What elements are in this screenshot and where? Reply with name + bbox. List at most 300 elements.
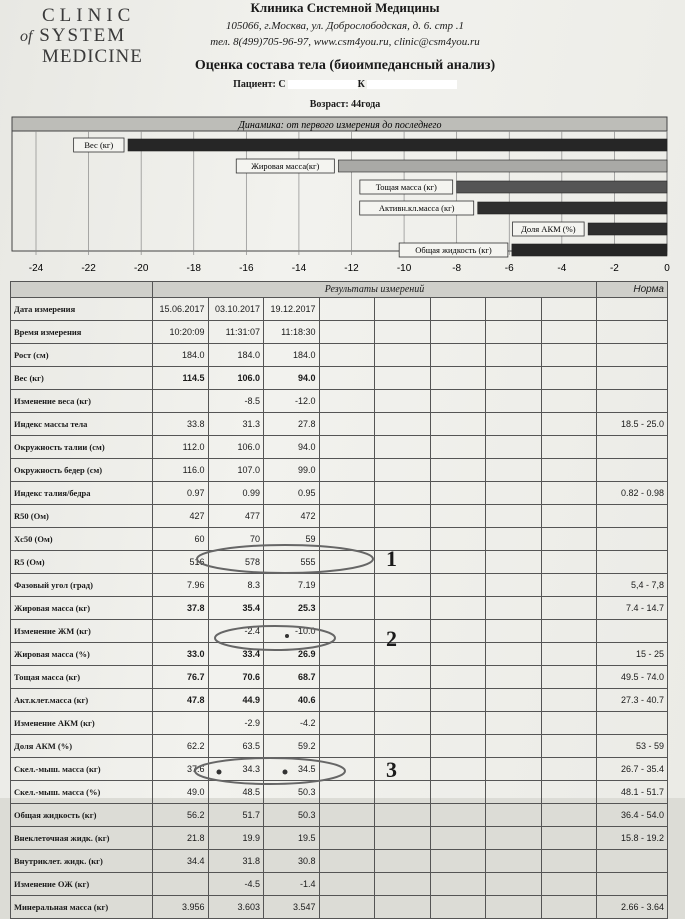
empty-cell	[430, 896, 486, 919]
empty-cell	[430, 643, 486, 666]
empty-cell	[486, 896, 542, 919]
empty-cell	[430, 505, 486, 528]
empty-cell	[319, 758, 375, 781]
empty-cell	[430, 298, 486, 321]
table-row	[11, 758, 668, 781]
empty-cell	[541, 321, 597, 344]
row-value: 63.5	[208, 735, 264, 758]
empty-cell	[541, 413, 597, 436]
annotation-3: 3	[386, 757, 397, 782]
row-value: 50.3	[264, 781, 320, 804]
table-row	[11, 735, 668, 758]
empty-cell	[541, 551, 597, 574]
row-value: 51.7	[208, 804, 264, 827]
row-norm: 15 - 25	[597, 643, 668, 666]
row-value: 03.10.2017	[208, 298, 264, 321]
row-label: R5 (Ом)	[11, 551, 153, 574]
row-value: 27.8	[264, 413, 320, 436]
dynamics-bar-label: Тощая масса (кг)	[375, 182, 437, 192]
empty-cell	[319, 666, 375, 689]
row-value: 33.0	[153, 643, 209, 666]
axis-tick-label: -18	[186, 263, 201, 274]
dynamics-bar-label: Активн.кл.масса (кг)	[378, 203, 455, 213]
empty-cell	[486, 505, 542, 528]
empty-cell	[375, 367, 431, 390]
row-label: Изменение ЖМ (кг)	[11, 620, 153, 643]
row-value: -2.9	[208, 712, 264, 735]
header-empty-cell	[11, 282, 153, 298]
row-norm	[597, 298, 668, 321]
row-value: 50.3	[264, 804, 320, 827]
empty-cell	[430, 321, 486, 344]
dynamics-title: Динамика: от первого измерения до последнего	[238, 120, 442, 131]
empty-cell	[375, 459, 431, 482]
empty-cell	[319, 643, 375, 666]
row-norm: 7.4 - 14.7	[597, 597, 668, 620]
axis-tick-label: -8	[452, 263, 462, 274]
empty-cell	[319, 482, 375, 505]
empty-cell	[319, 321, 375, 344]
empty-cell	[486, 804, 542, 827]
row-value: 99.0	[264, 459, 320, 482]
row-value: 11:18:30	[264, 321, 320, 344]
row-value: 516	[153, 551, 209, 574]
row-norm: 48.1 - 51.7	[597, 781, 668, 804]
row-value: -10.0	[264, 620, 320, 643]
row-norm	[597, 367, 668, 390]
row-label: Время измерения	[11, 321, 153, 344]
empty-cell	[541, 896, 597, 919]
empty-cell	[430, 827, 486, 850]
table-row	[11, 597, 668, 620]
table-row	[11, 298, 668, 321]
row-norm	[597, 712, 668, 735]
row-value: 578	[208, 551, 264, 574]
empty-cell	[319, 620, 375, 643]
row-value: 60	[153, 528, 209, 551]
row-value: 107.0	[208, 459, 264, 482]
empty-cell	[486, 298, 542, 321]
row-value: 15.06.2017	[153, 298, 209, 321]
table-row	[11, 850, 668, 873]
empty-cell	[486, 850, 542, 873]
empty-cell	[541, 390, 597, 413]
row-value: 472	[264, 505, 320, 528]
empty-cell	[319, 298, 375, 321]
row-label: Жировая масса (%)	[11, 643, 153, 666]
row-label: Акт.клет.масса (кг)	[11, 689, 153, 712]
redacted-name-1	[288, 80, 358, 89]
empty-cell	[319, 390, 375, 413]
table-row	[11, 436, 668, 459]
empty-cell	[430, 712, 486, 735]
empty-cell	[486, 344, 542, 367]
row-value: 59	[264, 528, 320, 551]
results-table	[10, 281, 668, 919]
row-value: 0.99	[208, 482, 264, 505]
row-value: 114.5	[153, 367, 209, 390]
empty-cell	[486, 643, 542, 666]
table-row	[11, 390, 668, 413]
row-value: 26.9	[264, 643, 320, 666]
empty-cell	[486, 827, 542, 850]
row-value: 31.3	[208, 413, 264, 436]
empty-cell	[319, 827, 375, 850]
row-label: Внутриклет. жидк. (кг)	[11, 850, 153, 873]
row-value: 44.9	[208, 689, 264, 712]
logo-line-system	[20, 26, 140, 47]
clinic-contacts: тел. 8(499)705-96-97, www.csm4you.ru, clinic@csm4you.ru	[210, 36, 480, 48]
empty-cell	[319, 367, 375, 390]
empty-cell	[375, 298, 431, 321]
empty-cell	[486, 413, 542, 436]
row-norm: 18.5 - 25.0	[597, 413, 668, 436]
row-value: 184.0	[153, 344, 209, 367]
row-value: 56.2	[153, 804, 209, 827]
row-norm	[597, 436, 668, 459]
empty-cell	[486, 436, 542, 459]
dynamics-bar	[128, 139, 667, 151]
row-label: Индекс массы тела	[11, 413, 153, 436]
row-value: 94.0	[264, 367, 320, 390]
empty-cell	[375, 850, 431, 873]
row-value: 31.8	[208, 850, 264, 873]
dynamics-bar	[512, 244, 667, 256]
empty-cell	[319, 873, 375, 896]
axis-tick-label: -20	[133, 263, 149, 274]
empty-cell	[541, 712, 597, 735]
row-value: 0.95	[264, 482, 320, 505]
row-label: Тощая масса (кг)	[11, 666, 153, 689]
empty-cell	[319, 459, 375, 482]
dynamics-bar-label: Доля АКМ (%)	[521, 224, 576, 234]
table-row	[11, 459, 668, 482]
empty-cell	[541, 758, 597, 781]
empty-cell	[375, 551, 431, 574]
row-norm	[597, 321, 668, 344]
row-value: 21.8	[153, 827, 209, 850]
logo-line-clinic: CLINIC	[42, 5, 136, 26]
row-value: 116.0	[153, 459, 209, 482]
row-value: 47.8	[153, 689, 209, 712]
row-label: Изменение ОЖ (кг)	[11, 873, 153, 896]
table-row	[11, 482, 668, 505]
empty-cell	[541, 873, 597, 896]
row-value: 62.2	[153, 735, 209, 758]
row-value: 68.7	[264, 666, 320, 689]
table-row	[11, 873, 668, 896]
empty-cell	[541, 459, 597, 482]
row-value: 34.5	[264, 758, 320, 781]
empty-cell	[486, 528, 542, 551]
patient-mid: К	[357, 79, 365, 90]
empty-cell	[430, 459, 486, 482]
row-value: 70	[208, 528, 264, 551]
axis-tick-label: -6	[504, 263, 514, 274]
empty-cell	[375, 413, 431, 436]
table-row	[11, 321, 668, 344]
empty-cell	[430, 436, 486, 459]
empty-cell	[375, 436, 431, 459]
empty-cell	[430, 781, 486, 804]
logo-of: of	[20, 28, 33, 45]
row-value: 33.8	[153, 413, 209, 436]
row-norm	[597, 528, 668, 551]
row-label: Общая жидкость (кг)	[11, 804, 153, 827]
row-value: -12.0	[264, 390, 320, 413]
row-norm	[597, 390, 668, 413]
empty-cell	[375, 712, 431, 735]
table-row	[11, 574, 668, 597]
row-norm	[597, 505, 668, 528]
row-value: 477	[208, 505, 264, 528]
empty-cell	[375, 666, 431, 689]
row-value: 70.6	[208, 666, 264, 689]
empty-cell	[430, 344, 486, 367]
table-row	[11, 804, 668, 827]
patient-line	[175, 79, 515, 90]
row-label: Минеральная масса (кг)	[11, 896, 153, 919]
empty-cell	[541, 781, 597, 804]
row-value	[153, 873, 209, 896]
row-norm	[597, 620, 668, 643]
empty-cell	[375, 735, 431, 758]
empty-cell	[430, 873, 486, 896]
results-header-row	[11, 282, 668, 298]
empty-cell	[486, 321, 542, 344]
axis-tick-label: -24	[28, 263, 44, 274]
axis-tick-label: -14	[291, 263, 307, 274]
empty-cell	[319, 850, 375, 873]
row-label: Рост (см)	[11, 344, 153, 367]
row-norm: 36.4 - 54.0	[597, 804, 668, 827]
empty-cell	[375, 804, 431, 827]
empty-cell	[486, 482, 542, 505]
empty-cell	[486, 712, 542, 735]
empty-cell	[430, 551, 486, 574]
row-norm	[597, 873, 668, 896]
row-value: -4.2	[264, 712, 320, 735]
empty-cell	[541, 298, 597, 321]
empty-cell	[486, 758, 542, 781]
row-label: Xc50 (Ом)	[11, 528, 153, 551]
empty-cell	[319, 804, 375, 827]
row-label: Изменение веса (кг)	[11, 390, 153, 413]
empty-cell	[319, 597, 375, 620]
empty-cell	[541, 666, 597, 689]
row-value: 94.0	[264, 436, 320, 459]
empty-cell	[319, 689, 375, 712]
empty-cell	[375, 528, 431, 551]
row-value: 59.2	[264, 735, 320, 758]
logo-system-word: SYSTEM	[39, 25, 127, 46]
empty-cell	[430, 574, 486, 597]
row-value: 37.8	[153, 597, 209, 620]
row-value: 7.19	[264, 574, 320, 597]
dynamics-bar-label: Жировая масса(кг)	[251, 161, 320, 171]
empty-cell	[375, 574, 431, 597]
empty-cell	[375, 758, 431, 781]
row-value: 8.3	[208, 574, 264, 597]
row-norm: 27.3 - 40.7	[597, 689, 668, 712]
row-value: 11:31:07	[208, 321, 264, 344]
clinic-address: 105066, г.Москва, ул. Доброслободская, д. 6. стр .1	[225, 20, 465, 32]
empty-cell	[375, 597, 431, 620]
empty-cell	[430, 528, 486, 551]
row-label: Индекс талия/бедра	[11, 482, 153, 505]
empty-cell	[541, 735, 597, 758]
empty-cell	[319, 896, 375, 919]
empty-cell	[430, 597, 486, 620]
empty-cell	[486, 666, 542, 689]
row-value: 19.12.2017	[264, 298, 320, 321]
table-row	[11, 413, 668, 436]
axis-tick-label: -4	[557, 263, 567, 274]
norm-title: Норма	[597, 282, 668, 298]
empty-cell	[486, 620, 542, 643]
row-norm: 5,4 - 7,8	[597, 574, 668, 597]
row-value: 19.5	[264, 827, 320, 850]
empty-cell	[430, 620, 486, 643]
empty-cell	[375, 390, 431, 413]
annotation-2: 2	[386, 626, 397, 651]
axis-tick-label: -2	[609, 263, 619, 274]
row-value: 3.603	[208, 896, 264, 919]
dynamics-bar-label: Вес (кг)	[84, 140, 114, 150]
logo-line-medicine: MEDICINE	[42, 46, 143, 67]
dynamics-bar	[478, 202, 667, 214]
row-value: -8.5	[208, 390, 264, 413]
row-label: Вес (кг)	[11, 367, 153, 390]
patient-age: Возраст: 44года	[309, 99, 381, 110]
empty-cell	[541, 643, 597, 666]
dynamics-bar	[338, 160, 667, 172]
row-label: Дата измерения	[11, 298, 153, 321]
axis-tick-label: -16	[239, 263, 254, 274]
empty-cell	[375, 827, 431, 850]
row-value: 40.6	[264, 689, 320, 712]
empty-cell	[430, 666, 486, 689]
row-value: 106.0	[208, 436, 264, 459]
empty-cell	[319, 528, 375, 551]
table-row	[11, 896, 668, 919]
empty-cell	[486, 735, 542, 758]
row-value: 0.97	[153, 482, 209, 505]
empty-cell	[375, 482, 431, 505]
empty-cell	[486, 459, 542, 482]
table-row	[11, 712, 668, 735]
empty-cell	[375, 873, 431, 896]
row-label: Скел.-мыш. масса (кг)	[11, 758, 153, 781]
empty-cell	[375, 689, 431, 712]
row-value: 3.956	[153, 896, 209, 919]
row-label: Жировая масса (кг)	[11, 597, 153, 620]
row-value: 35.4	[208, 597, 264, 620]
empty-cell	[541, 850, 597, 873]
redacted-name-2	[367, 80, 457, 89]
row-value: 7.96	[153, 574, 209, 597]
annotation-1: 1	[386, 546, 397, 571]
row-label: Окружность талии (см)	[11, 436, 153, 459]
clinic-name: Клиника Системной Медицины	[250, 0, 440, 15]
dynamics-bar	[457, 181, 667, 193]
empty-cell	[541, 620, 597, 643]
row-norm: 53 - 59	[597, 735, 668, 758]
table-row	[11, 344, 668, 367]
row-norm	[597, 850, 668, 873]
row-norm	[597, 344, 668, 367]
empty-cell	[541, 597, 597, 620]
row-value: 25.3	[264, 597, 320, 620]
row-label: Окружность бедер (см)	[11, 459, 153, 482]
empty-cell	[486, 551, 542, 574]
patient-label: Пациент: С	[233, 79, 286, 90]
empty-cell	[541, 804, 597, 827]
row-norm: 49.5 - 74.0	[597, 666, 668, 689]
empty-cell	[319, 712, 375, 735]
empty-cell	[430, 758, 486, 781]
empty-cell	[430, 367, 486, 390]
empty-cell	[319, 436, 375, 459]
report-title: Оценка состава тела (биоимпедансный анализ)	[194, 58, 496, 73]
empty-cell	[541, 367, 597, 390]
row-value: 112.0	[153, 436, 209, 459]
table-row	[11, 643, 668, 666]
row-label: Доля АКМ (%)	[11, 735, 153, 758]
empty-cell	[319, 735, 375, 758]
row-value: 184.0	[208, 344, 264, 367]
empty-cell	[375, 321, 431, 344]
empty-cell	[430, 689, 486, 712]
table-row	[11, 666, 668, 689]
empty-cell	[430, 482, 486, 505]
row-label: Изменение АКМ (кг)	[11, 712, 153, 735]
dynamics-bar-label: Общая жидкость (кг)	[415, 245, 492, 255]
row-value	[153, 712, 209, 735]
empty-cell	[430, 735, 486, 758]
row-value: 49.0	[153, 781, 209, 804]
empty-cell	[541, 344, 597, 367]
empty-cell	[375, 505, 431, 528]
empty-cell	[486, 367, 542, 390]
empty-cell	[541, 436, 597, 459]
row-norm: 2.66 - 3.64	[597, 896, 668, 919]
empty-cell	[486, 689, 542, 712]
dynamics-bar	[588, 223, 667, 235]
empty-cell	[375, 781, 431, 804]
axis-tick-label: -10	[396, 263, 412, 274]
row-value: -1.4	[264, 873, 320, 896]
row-value: 34.3	[208, 758, 264, 781]
row-norm: 26.7 - 35.4	[597, 758, 668, 781]
empty-cell	[319, 574, 375, 597]
empty-cell	[375, 620, 431, 643]
empty-cell	[430, 804, 486, 827]
axis-tick-label: -12	[344, 263, 359, 274]
row-label: Скел.-мыш. масса (%)	[11, 781, 153, 804]
table-row	[11, 551, 668, 574]
row-value: 48.5	[208, 781, 264, 804]
empty-cell	[375, 643, 431, 666]
empty-cell	[430, 850, 486, 873]
clinic-logo	[20, 5, 143, 67]
row-value	[153, 390, 209, 413]
row-value	[153, 620, 209, 643]
row-value: 37.6	[153, 758, 209, 781]
empty-cell	[375, 344, 431, 367]
table-row	[11, 505, 668, 528]
row-value: -4.5	[208, 873, 264, 896]
